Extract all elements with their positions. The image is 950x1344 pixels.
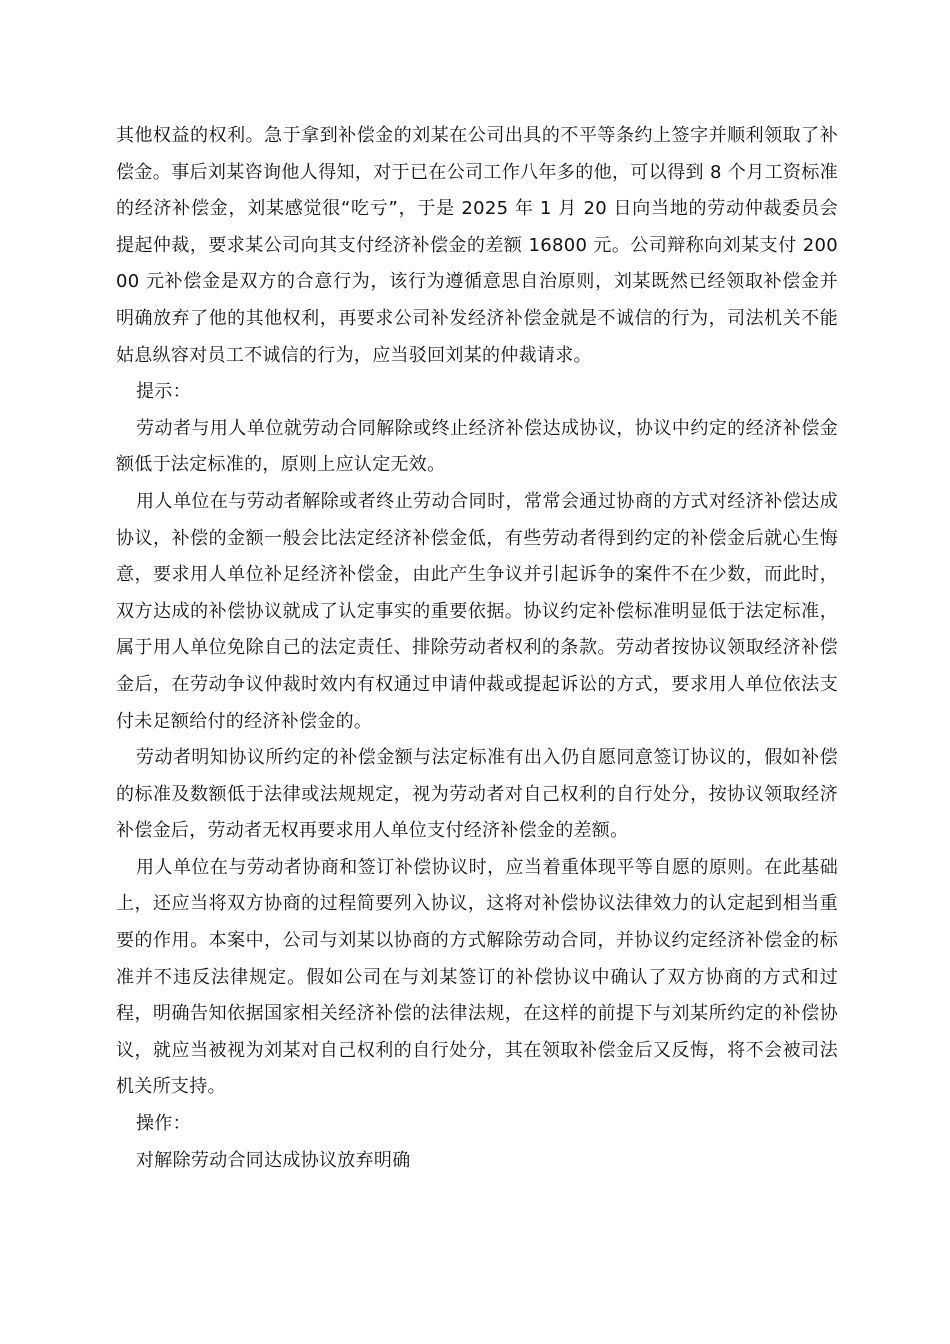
paragraph-operation: 对解除劳动合同达成协议放弃明确 [136, 1149, 411, 1171]
heading-hint: 提示： [136, 381, 191, 403]
document-body [116, 118, 838, 1179]
paragraph-analysis-2: 劳动者明知协议所约定的补偿金额与法定标准有出入仍自愿同意签订协议的，假如补偿的标准及数额低于法律或法规规定，视为劳动者对自己权利的自行处分，按协议领取经济补偿金后，劳动者无权再要求用人单位支付经济补偿金的差额。 [116, 747, 838, 842]
paragraph-case-continuation: 其他权益的权利。急于拿到补偿金的刘某在公司出具的不平等条约上签字并顺利领取了补偿金。事后刘某咨询他人得知，对于已在公司工作八年多的他，可以得到 8 个月工资标准的经济补偿金，刘某感觉很“吃亏”，于是 2025 年 1 月 20 日向当地的劳动仲裁委员会提起仲裁，要求某公司向其支付经济补偿金的差额 16800 元。公司辩称向刘某支付 20000 元补偿金是双方的合意行为，该行为遵循意思自治原则，刘某既然已经领取补偿金并明确放弃了他的其他权利，再要求公司补发经济补偿金就是不诚信的行为，司法机关不能姑息纵容对员工不诚信的行为，应当驳回刘某的仲裁请求。 [116, 125, 838, 366]
paragraph-analysis-3: 用人单位在与劳动者协商和签订补偿协议时，应当着重体现平等自愿的原则。在此基础上，还应当将双方协商的过程简要列入协议，这将对补偿协议法律效力的认定起到相当重要的作用。本案中，公司与刘某以协商的方式解除劳动合同，并协议约定经济补偿金的标准并不违反法律规定。假如公司在与刘某签订的补偿协议中确认了双方协商的方式和过程，明确告知依据国家相关经济补偿的法律法规，在这样的前提下与刘某所约定的补偿协议，就应当被视为刘某对自己权利的自行处分，其在领取补偿金后又反悔，将不会被司法机关所支持。 [116, 856, 838, 1098]
paragraph-analysis-1: 用人单位在与劳动者解除或者终止劳动合同时，常常会通过协商的方式对经济补偿达成协议，补偿的金额一般会比法定经济补偿金低，有些劳动者得到约定的补偿金后就心生悔意，要求用人单位补足经济补偿金，由此产生争议并引起诉争的案件不在少数，而此时，双方达成的补偿协议就成了认定事实的重要依据。协议约定补偿标准明显低于法定标准，属于用人单位免除自己的法定责任、排除劳动者权利的条款。劳动者按协议领取经济补偿金后，在劳动争议仲裁时效内有权通过申请仲裁或提起诉讼的方式，要求用人单位依法支付未足额给付的经济补偿金的。 [116, 490, 838, 732]
paragraph-hint-summary: 劳动者与用人单位就劳动合同解除或终止经济补偿达成协议，协议中约定的经济补偿金额低于法定标准的，原则上应认定无效。 [116, 417, 838, 476]
heading-operation: 操作： [136, 1113, 191, 1135]
